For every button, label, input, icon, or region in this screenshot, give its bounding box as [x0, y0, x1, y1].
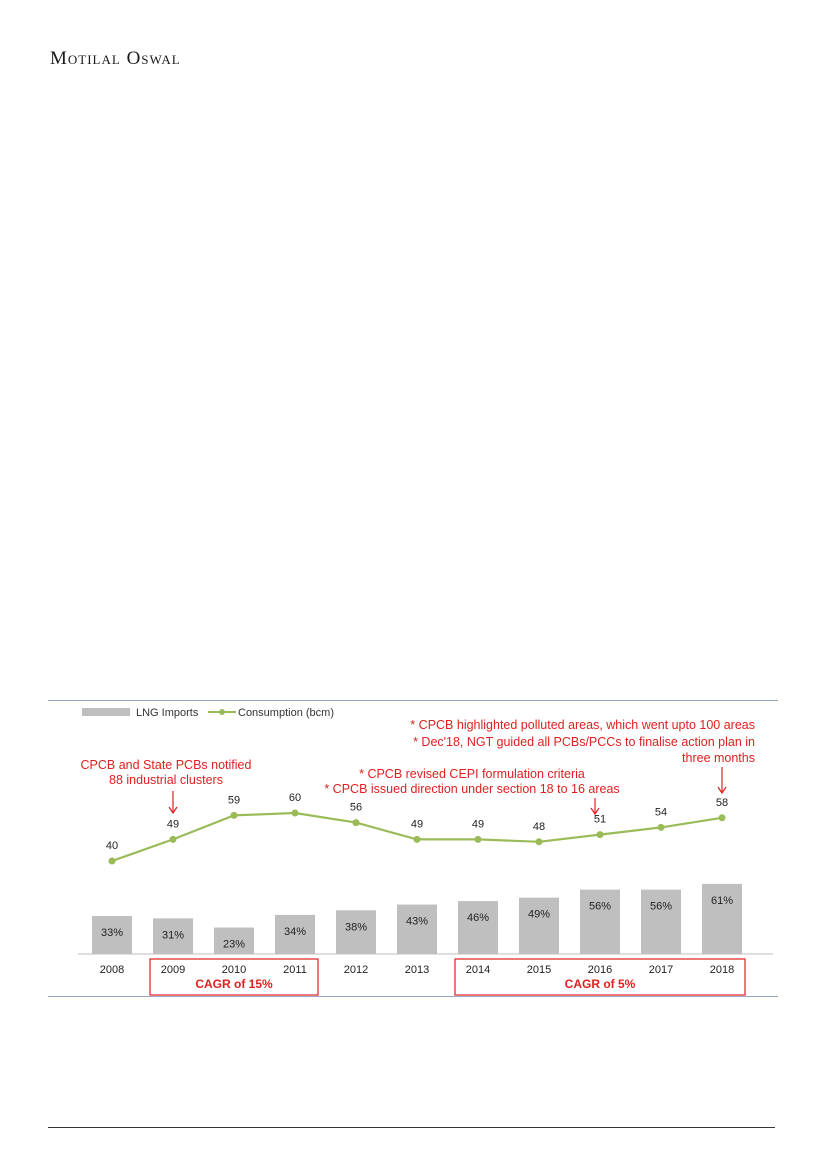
line-point-2017: [658, 824, 665, 831]
line-label-2013: 49: [410, 818, 424, 831]
cagr-label-2: CAGR of 5%: [564, 977, 636, 991]
x-tick-2015: 2015: [526, 964, 552, 976]
annotation-3-line-1: * CPCB highlighted polluted areas, which went upto 100 areas: [410, 718, 755, 732]
legend-label-lng-imports: LNG Imports: [136, 707, 199, 719]
bar-2014: [458, 901, 498, 954]
x-tick-2008: 2008: [99, 964, 125, 976]
annotation-1-line-2: 88 industrial clusters: [109, 773, 223, 787]
legend-swatch-lng-imports: [82, 708, 130, 716]
bar-label-2010: 23%: [222, 938, 246, 951]
x-tick-2018: 2018: [709, 964, 735, 976]
lng-consumption-chart: [48, 700, 778, 997]
line-point-2009: [170, 836, 177, 843]
line-label-2015: 48: [532, 820, 546, 833]
x-tick-2012: 2012: [343, 964, 369, 976]
annotation-3-line-2: * Dec'18, NGT guided all PCBs/PCCs to finalise action plan in: [413, 735, 755, 749]
line-point-2011: [292, 810, 299, 817]
annotation-2-line-1: * CPCB revised CEPI formulation criteria: [359, 767, 585, 781]
line-label-2010: 59: [227, 794, 241, 807]
line-label-2018: 58: [715, 796, 729, 809]
bar-2013: [397, 905, 437, 954]
brand-logo: Motilal Oswal: [50, 48, 181, 69]
line-label-2009: 49: [166, 818, 180, 831]
line-point-2015: [536, 838, 543, 845]
x-tick-2009: 2009: [160, 964, 186, 976]
chart-container: [48, 700, 778, 997]
bar-label-2015: 49%: [527, 908, 551, 921]
line-label-2016: 51: [593, 813, 607, 826]
footer-rule: [48, 1127, 775, 1128]
line-point-2012: [353, 819, 360, 826]
bar-label-2014: 46%: [466, 912, 490, 925]
bar-2016: [580, 890, 620, 954]
line-point-2014: [475, 836, 482, 843]
line-point-2008: [109, 858, 116, 865]
bar-label-2008: 33%: [100, 927, 124, 940]
line-point-2016: [597, 831, 604, 838]
bar-label-2018: 61%: [710, 894, 734, 907]
x-tick-2014: 2014: [465, 964, 491, 976]
annotation-3-line-3: three months: [682, 751, 755, 765]
annotation-2-line-2: * CPCB issued direction under section 18 to 16 areas: [324, 782, 620, 796]
bar-label-2016: 56%: [588, 900, 612, 913]
line-label-2014: 49: [471, 818, 485, 831]
legend-label-consumption: Consumption (bcm): [238, 707, 334, 719]
cagr-label-1: CAGR of 15%: [195, 977, 273, 991]
x-tick-2016: 2016: [587, 964, 613, 976]
bar-label-2011: 34%: [283, 925, 307, 938]
line-label-2012: 56: [349, 801, 363, 814]
x-tick-2013: 2013: [404, 964, 430, 976]
legend-marker-consumption: [219, 709, 225, 715]
line-point-2013: [414, 836, 421, 843]
bar-label-2012: 38%: [344, 921, 368, 934]
bar-label-2013: 43%: [405, 915, 429, 928]
x-tick-2010: 2010: [221, 964, 247, 976]
x-tick-2017: 2017: [648, 964, 674, 976]
bar-2017: [641, 890, 681, 954]
line-label-2017: 54: [654, 806, 668, 819]
line-label-2011: 60: [288, 792, 302, 804]
annotation-1-line-1: CPCB and State PCBs notified: [80, 758, 252, 772]
line-point-2010: [231, 812, 238, 819]
line-point-2018: [719, 814, 726, 821]
bar-label-2009: 31%: [161, 929, 185, 942]
x-tick-2011: 2011: [283, 964, 307, 976]
bar-label-2017: 56%: [649, 900, 673, 913]
bar-2015: [519, 898, 559, 954]
line-label-2008: 40: [105, 840, 119, 852]
